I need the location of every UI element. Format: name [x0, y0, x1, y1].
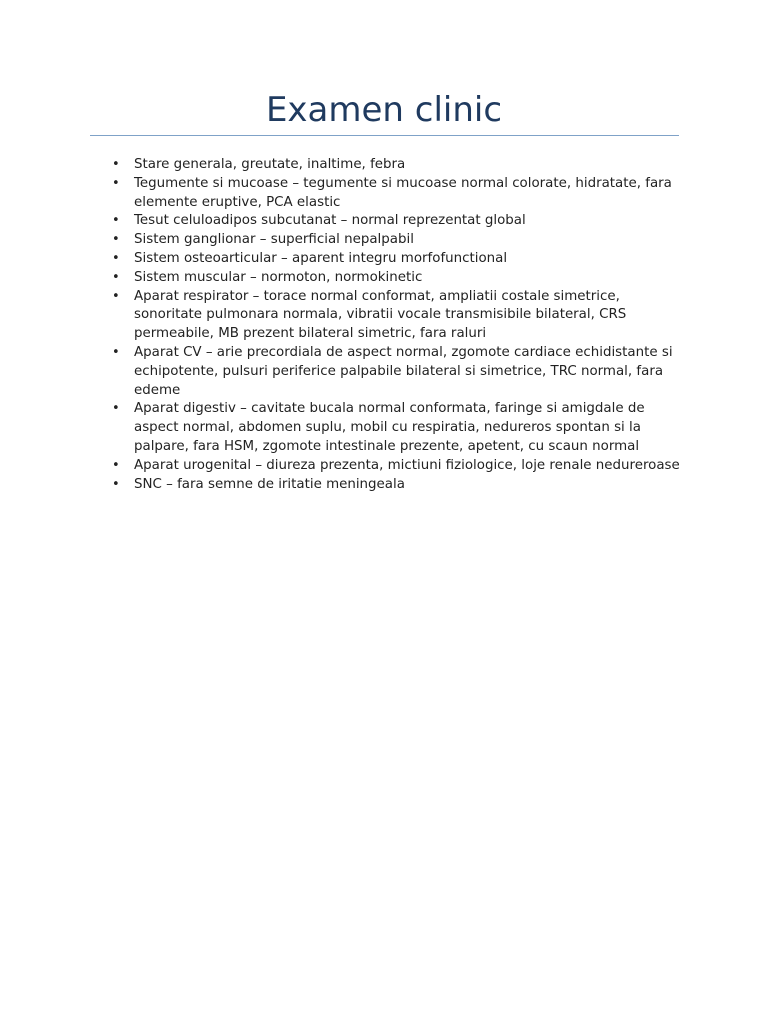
- list-item-text: Tesut celuloadipos subcutanat – normal reprezentat global: [134, 213, 526, 229]
- bullet-icon: •: [112, 288, 120, 304]
- bullet-icon: •: [112, 175, 120, 191]
- bullet-icon: •: [112, 457, 120, 473]
- bullet-icon: •: [112, 401, 120, 417]
- list-item: [112, 212, 684, 231]
- bullet-icon: •: [112, 232, 120, 248]
- list-item: [112, 156, 684, 175]
- bullet-icon: •: [112, 157, 120, 172]
- list-item-text: Aparat digestiv – cavitate bucala normal conformata, faringe si amigdale de aspect normal, abdomen suplu, mobil cu respiratia, nedureros spontan si la palpare, fara HSM, zgomote intestinale prezente, apetent, cu scaun normal: [134, 401, 645, 454]
- list-item: [112, 344, 684, 400]
- list-item: [112, 400, 684, 456]
- list-item-text: Sistem ganglionar – superficial nepalpabil: [134, 232, 414, 248]
- list-item: [112, 175, 684, 213]
- bullet-icon: •: [112, 269, 120, 285]
- list-item: [112, 231, 684, 250]
- list-item-text: Tegumente si mucoase – tegumente si mucoase normal colorate, hidratate, fara elemente eruptive, PCA elastic: [134, 175, 672, 210]
- list-item-text: Sistem muscular – normoton, normokinetic: [134, 269, 423, 285]
- list-item-text: Aparat urogenital – diureza prezenta, mictiuni fiziologice, loje renale nedureroase: [134, 457, 680, 473]
- page-title: Examen clinic: [265, 90, 503, 130]
- list-item-text: SNC – fara semne de iritatie meningeala: [134, 476, 405, 492]
- exam-findings-list: [112, 156, 684, 494]
- bullet-icon: •: [112, 213, 120, 229]
- list-item: [112, 457, 684, 476]
- bullet-icon: •: [112, 344, 120, 360]
- bullet-icon: •: [112, 250, 120, 266]
- title-divider: [90, 135, 679, 136]
- list-item: [112, 288, 684, 344]
- list-item: [112, 250, 684, 269]
- bullet-icon: •: [112, 476, 120, 492]
- list-item: [112, 269, 684, 288]
- list-item-text: Aparat respirator – torace normal conformat, ampliatii costale simetrice, sonoritate pulmonara normala, vibratii vocale transmisibile bilateral, CRS permeabile, MB prezent bilateral simetric, fara raluri: [134, 288, 627, 342]
- list-item-text: Sistem osteoarticular – aparent integru morfofunctional: [134, 250, 508, 266]
- list-item: [112, 476, 684, 495]
- list-item-text: Stare generala, greutate, inaltime, febra: [134, 157, 406, 172]
- list-item-text: Aparat CV – arie precordiala de aspect normal, zgomote cardiace echidistante si echipotente, pulsuri periferice palpabile bilateral si simetrice, TRC normal, fara edeme: [134, 344, 673, 398]
